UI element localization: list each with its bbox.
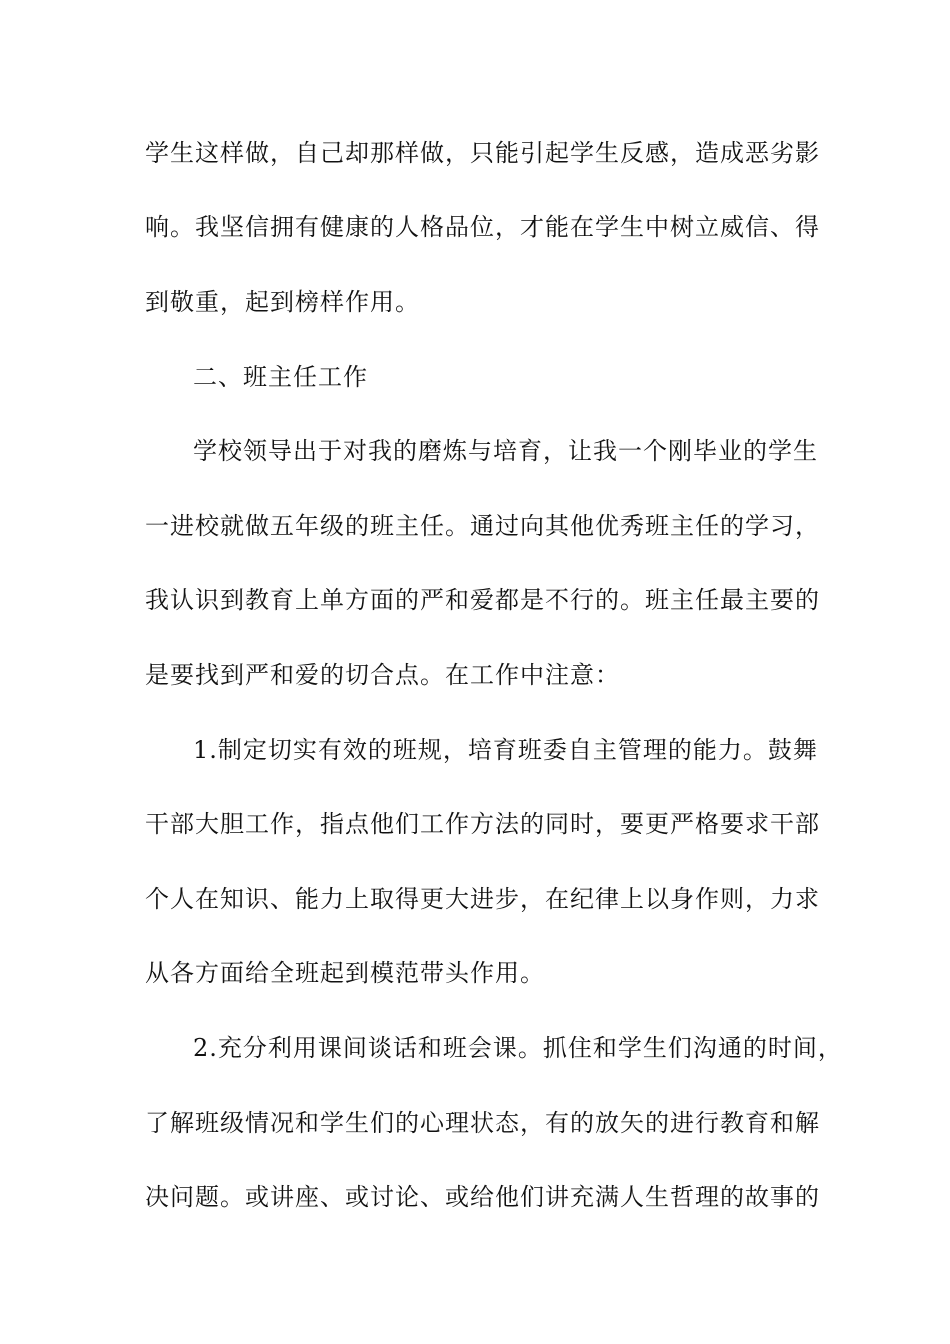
section-heading: 二、班主任工作 [193, 363, 368, 391]
text-line: 从各方面给全班起到模范带头作用。 [145, 959, 545, 987]
list-item-2: 2.充分利用课间谈话和班会课。抓住和学生们沟通的时间， [193, 1034, 843, 1062]
text-line: 了解班级情况和学生们的心理状态，有的放矢的进行教育和解 [145, 1109, 820, 1137]
text-line: 到敬重，起到榜样作用。 [145, 288, 420, 316]
list-item-1: 1.制定切实有效的班规，培育班委自主管理的能力。鼓舞 [193, 736, 818, 764]
text-line: 我认识到教育上单方面的严和爱都是不行的。班主任最主要的 [145, 586, 820, 614]
text-line: 一进校就做五年级的班主任。通过向其他优秀班主任的学习， [145, 512, 820, 540]
text-line: 学生这样做，自己却那样做，只能引起学生反感，造成恶劣影 [145, 139, 820, 167]
text-line: 学校领导出于对我的磨炼与培育，让我一个刚毕业的学生 [193, 437, 818, 465]
text-line: 个人在知识、能力上取得更大进步，在纪律上以身作则，力求 [145, 885, 820, 913]
text-line: 干部大胆工作，指点他们工作方法的同时，要更严格要求干部 [145, 810, 820, 838]
text-line: 决问题。或讲座、或讨论、或给他们讲充满人生哲理的故事的 [145, 1183, 820, 1211]
text-line: 是要找到严和爱的切合点。在工作中注意： [145, 661, 620, 689]
text-line: 响。我坚信拥有健康的人格品位，才能在学生中树立威信、得 [145, 213, 820, 241]
